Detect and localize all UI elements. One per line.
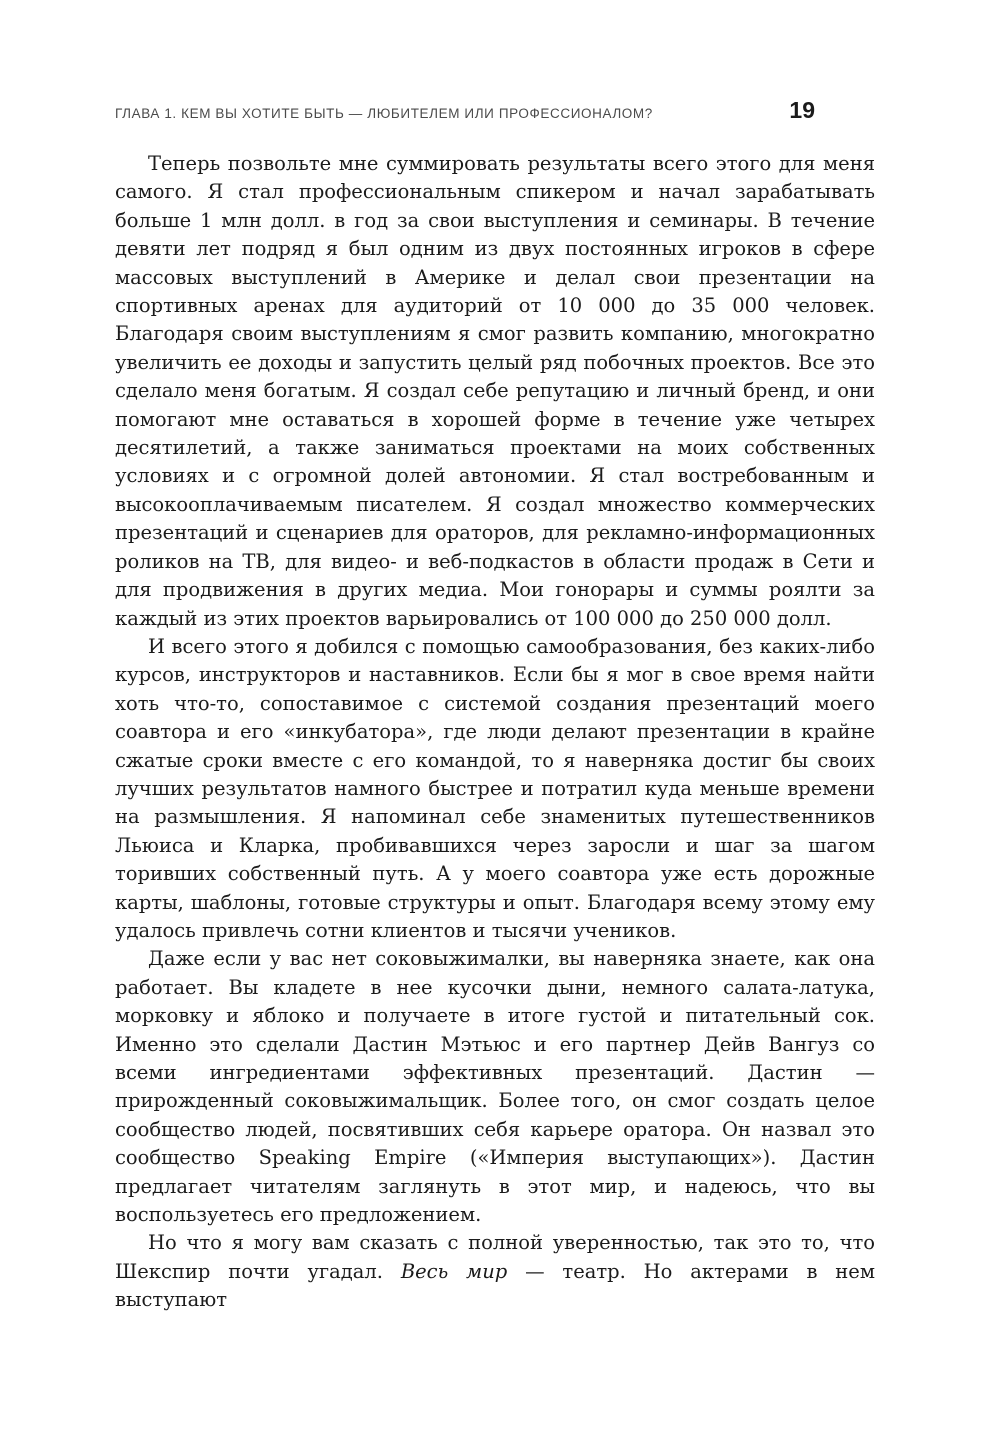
italic-text-run: Весь мир <box>400 1259 508 1283</box>
text-run: Даже если у вас нет соковыжималки, вы наверняка знаете, как она работает. Вы кладете в нее кусочки дыни, немного салата-латука, морковку и яблоко и получаете в итоге густой и питательный сок. Именно это сделали Дастин Мэтьюс и его партнер Дейв Вангуз со всеми ингредиентами эффективных презентаций. Дастин — прирожденный соковыжимальщик. Более того, он смог создать целое сообщество людей, посвятивших себя карьере оратора. Он назвал это сообщество Speaking Empire («Империя выступающих»). Дастин предлагает читателям заглянуть в этот мир, и надеюсь, что вы воспользуетесь его предложением. <box>115 947 875 1227</box>
page-number: 19 <box>789 97 815 123</box>
text-run: — театр. Но актерами в нем выступают <box>115 1259 875 1312</box>
text-run: Теперь позвольте мне суммировать результаты всего этого для меня самого. Я стал профессиональным спикером и начал зарабатывать больше 1 млн долл. в год за свои выступления и семинары. В течение девяти лет подряд я был одним из двух постоянных игроков в сфере массовых выступлений в Америке и делал свои презентации на спортивных аренах для аудиторий от 10 000 до 35 000 человек. Благодаря своим выступлениям я смог развить компанию, многократно увеличить ее доходы и запустить целый ряд побочных проектов. Все это сделало меня богатым. Я создал себе репутацию и личный бренд, и они помогают мне оставаться в хорошей форме в течение уже четырех десятилетий, а также заниматься проектами на моих собственных условиях и с огромной долей автономии. Я стал востребованным и высокооплачиваемым писателем. Я создал множество коммерческих презентаций и сценариев для ораторов, для рекламно-информационных роликов на ТВ, для видео- и веб-подкастов в области продаж в Сети и для продвижения в других медиа. Мои гонорары и суммы роялти за каждый из этих проектов варьировались от 100 000 до 250 000 долл. <box>115 152 875 630</box>
page-header <box>115 97 875 124</box>
paragraph <box>115 150 875 633</box>
body-text <box>115 150 875 1315</box>
text-run: И всего этого я добился с помощью самообразования, без каких-либо курсов, инструкторов и наставников. Если бы я мог в свое время найти хоть что-то, сопоставимое с системой создания презентаций моего соавтора и его «инкубатора», где люди делают презентации в крайне сжатые сроки вместе с его командой, то я наверняка достиг бы своих лучших результатов намного быстрее и потратил куда меньше времени на размышления. Я напоминал себе знаменитых путешественников Льюиса и Кларка, пробивавшихся через заросли и шаг за шагом торивших собственный путь. А у моего соавтора уже есть дорожные карты, шаблоны, готовые структуры и опыт. Благодаря всему этому ему удалось привлечь сотни клиентов и тысячи учеников. <box>115 634 875 942</box>
text-run: Но что я могу вам сказать с полной уверенностью, так это то, что Шекспир почти угадал. <box>115 1231 875 1283</box>
running-head-chapter-title: ГЛАВА 1. КЕМ ВЫ ХОТИТЕ БЫТЬ — ЛЮБИТЕЛЕМ ИЛИ ПРОФЕССИОНАЛОМ? <box>115 106 653 121</box>
paragraph <box>115 1229 875 1314</box>
paragraph <box>115 945 875 1229</box>
paragraph <box>115 633 875 945</box>
